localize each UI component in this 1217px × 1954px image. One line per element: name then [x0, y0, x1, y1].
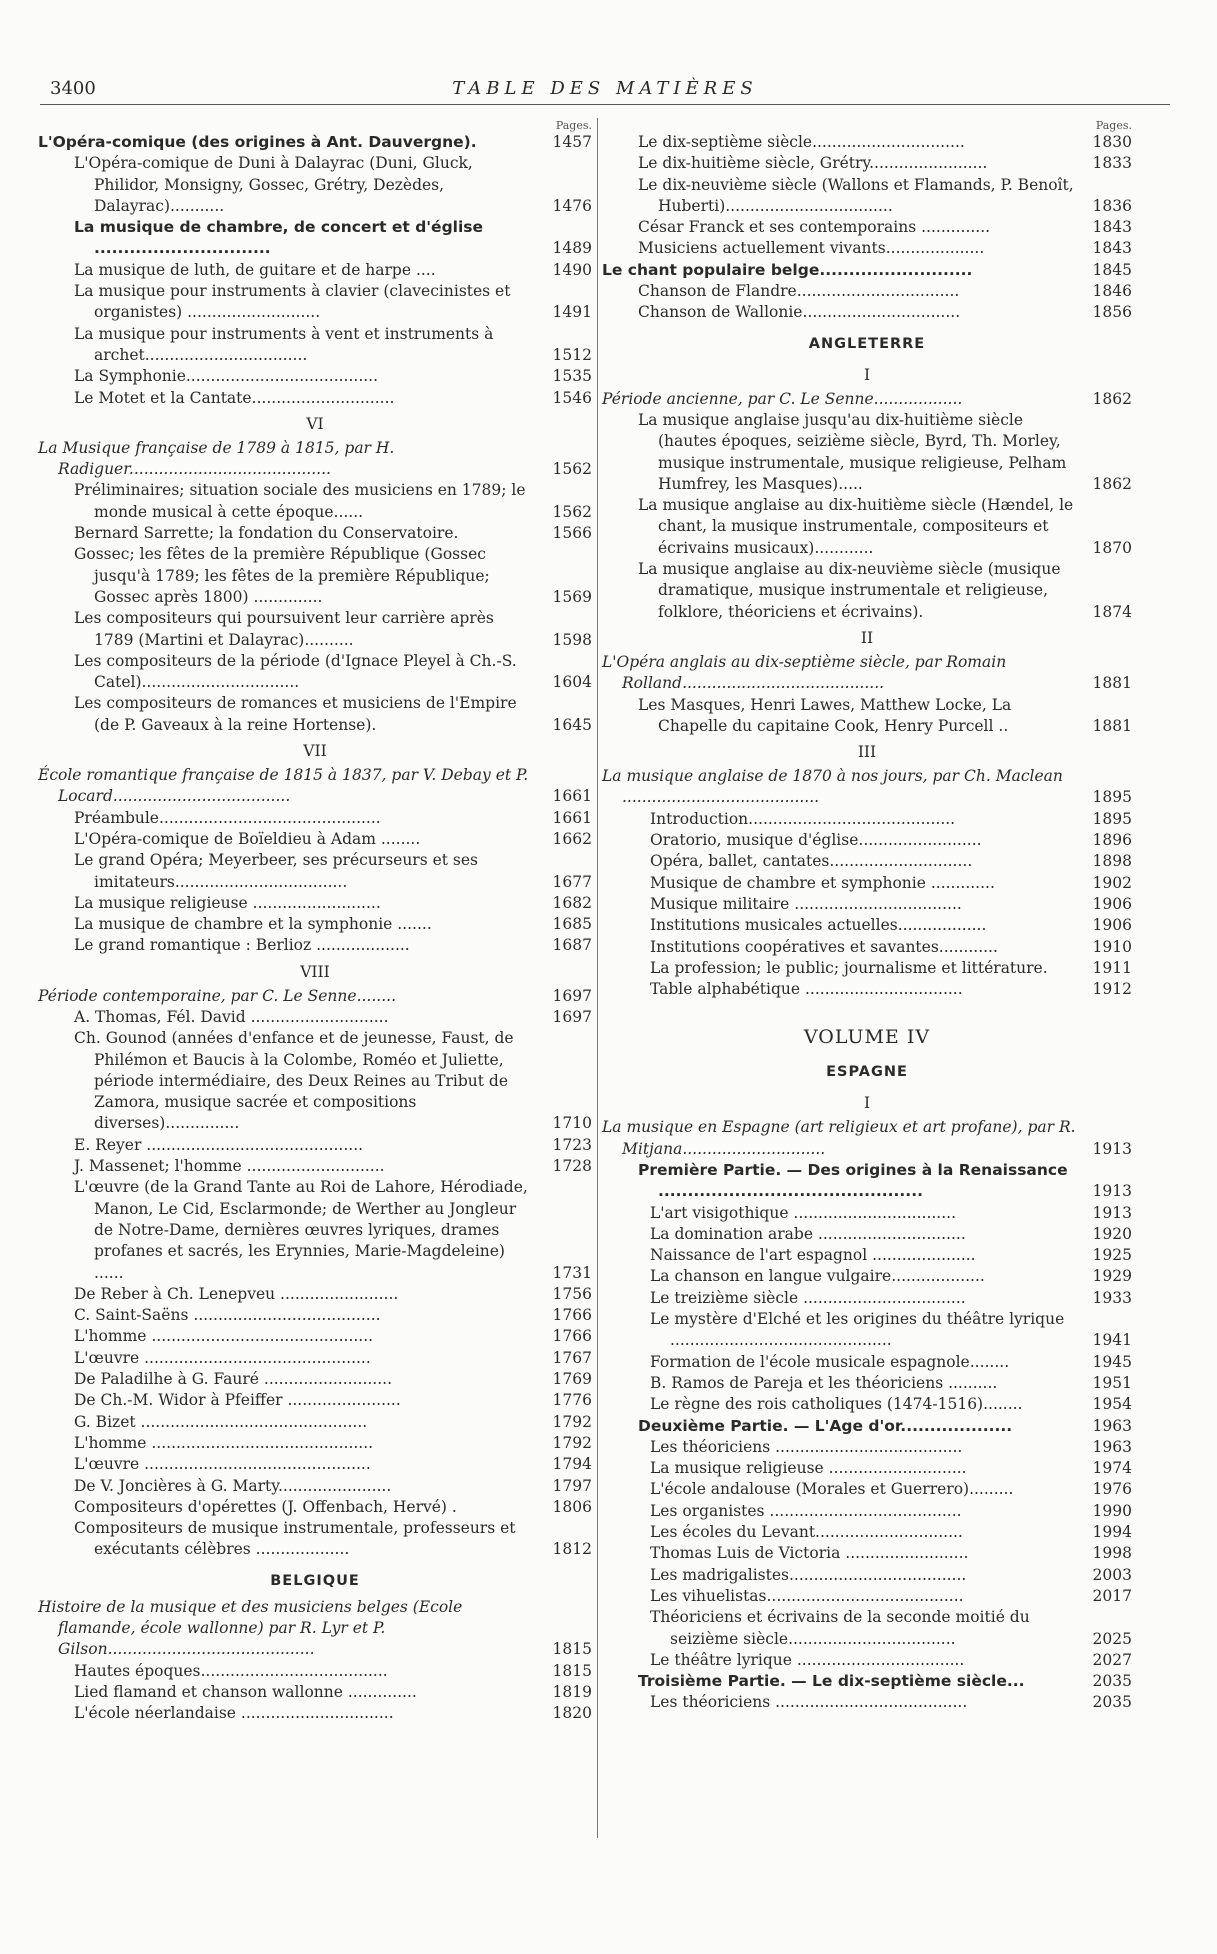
- toc-entry: [638, 132, 1132, 153]
- toc-entry: [650, 915, 1132, 936]
- entry-title: Les écoles du Levant..............................: [650, 1523, 963, 1542]
- entry-page-number: 1902: [1092, 873, 1132, 892]
- entry-page-number: 1929: [1092, 1267, 1132, 1286]
- column-divider: [597, 118, 598, 1838]
- entry-title: La musique anglaise au dix-huitième siècle (Hændel, le chant, la musique instrumentale, compositeurs et écrivains musicaux)............: [638, 496, 1074, 557]
- entry-page-number: 1457: [552, 133, 592, 151]
- entry-title: Le dix-neuvième siècle (Wallons et Flamands, P. Benoît, Huberti)..................................: [638, 175, 1074, 215]
- toc-entry: [74, 324, 592, 367]
- entry-title: Le dix-huitième siècle, Grétry........................: [638, 154, 988, 173]
- entry-page-number: 1794: [552, 1455, 592, 1474]
- entry-title: Institutions musicales actuelles..................: [650, 916, 987, 935]
- toc-entry: [74, 260, 592, 281]
- toc-entry: [74, 523, 592, 544]
- entry-page-number: 1895: [1092, 788, 1132, 807]
- entry-title: Le grand romantique : Berlioz ...................: [74, 936, 410, 955]
- entry-page-number: 1856: [1092, 303, 1132, 322]
- toc-entry: [650, 1650, 1132, 1671]
- toc-entry: [74, 1305, 592, 1326]
- toc-entry: [74, 1135, 592, 1156]
- entry-page-number: 1491: [552, 303, 592, 322]
- entry-page-number: 1910: [1092, 937, 1132, 956]
- entry-title: La musique pour instruments à vent et instruments à archet.................................: [74, 324, 494, 364]
- section-numeral: III: [857, 743, 877, 762]
- entry-title: La musique anglaise jusqu'au dix-huitième siècle (hautes époques, seizième siècle, Byrd, Th. Morley, musique instrumentale, musique religieuse, Pelham Humfrey, les Masques).....: [638, 410, 1067, 493]
- entry-page-number: 1998: [1092, 1544, 1132, 1563]
- entry-page-number: 1728: [552, 1157, 592, 1176]
- toc-entry: [650, 1288, 1132, 1309]
- entry-page-number: 1645: [552, 715, 592, 734]
- entry-page-number: 1920: [1092, 1224, 1132, 1243]
- entry-title: L'homme .............................................: [74, 1327, 374, 1346]
- entry-title: Oratorio, musique d'église.........................: [650, 831, 982, 850]
- entry-page-number: 1535: [552, 367, 592, 386]
- entry-title: L'œuvre ..............................................: [74, 1455, 371, 1474]
- entry-page-number: 1566: [552, 524, 592, 543]
- entry-page-number: 1731: [552, 1263, 592, 1282]
- entry-title: Table alphabétique ................................: [650, 980, 963, 999]
- entry-title: Première Partie. — Des origines à la Renaissance .............................................: [638, 1160, 1068, 1201]
- entry-page-number: 1963: [1092, 1437, 1132, 1456]
- toc-entry: [74, 366, 592, 387]
- toc-entry: [38, 1597, 592, 1661]
- toc-entry: [602, 766, 1132, 809]
- entry-title: L'homme .............................................: [74, 1433, 374, 1452]
- entry-page-number: 1911: [1092, 958, 1132, 977]
- entry-title: L'œuvre ..............................................: [74, 1348, 371, 1367]
- entry-title: Ch. Gounod (années d'enfance et de jeunesse, Faust, de Philémon et Baucis à la Colombe, Roméo et Juliette, période intermédiaire, des Deux Reines au Tribut de Zamora, musique sacrée et compositions diverses)...............: [74, 1029, 514, 1133]
- toc-entry: [74, 1682, 592, 1703]
- entry-title: Les compositeurs qui poursuivent leur carrière après 1789 (Martini et Dalayrac)..........: [74, 609, 494, 649]
- volume-heading: VOLUME IV: [803, 1026, 931, 1049]
- toc-entry: [74, 1661, 592, 1682]
- entry-title: Institutions coopératives et savantes............: [650, 937, 998, 956]
- toc-entry: [638, 281, 1132, 302]
- entry-page-number: 1833: [1092, 154, 1132, 173]
- entry-page-number: 1562: [552, 502, 592, 521]
- country-heading: ANGLETERRE: [808, 335, 926, 352]
- section-numeral: VI: [306, 414, 324, 433]
- entry-title: Thomas Luis de Victoria .........................: [650, 1544, 969, 1563]
- entry-title: Troisième Partie. — Le dix-septième siècle...: [638, 1672, 1025, 1691]
- entry-page-number: 1974: [1092, 1459, 1132, 1478]
- entry-page-number: 1806: [552, 1497, 592, 1516]
- entry-page-number: 1881: [1092, 674, 1132, 693]
- entry-page-number: 1677: [552, 872, 592, 891]
- section-numeral: VIII: [300, 962, 330, 981]
- toc-entry: [650, 1501, 1132, 1522]
- toc-entry: [650, 1373, 1132, 1394]
- entry-title: La musique religieuse ............................: [650, 1459, 967, 1478]
- entry-title: J. Massenet; l'homme ............................: [74, 1157, 385, 1176]
- entry-title: Les organistes .......................................: [650, 1501, 962, 1520]
- entry-page-number: 1661: [552, 808, 592, 827]
- toc-entry: [638, 238, 1132, 259]
- toc-entry: [650, 1203, 1132, 1224]
- toc-entry: [74, 480, 592, 523]
- toc-entry: [602, 1117, 1132, 1160]
- toc-entry: [638, 1671, 1132, 1692]
- entry-title: G. Bizet ..............................................: [74, 1412, 368, 1431]
- entry-page-number: 1792: [552, 1412, 592, 1431]
- toc-entry: [74, 544, 592, 608]
- entry-title: La musique religieuse ..........................: [74, 893, 381, 912]
- entry-page-number: 1697: [552, 1007, 592, 1026]
- toc-entry: [74, 651, 592, 694]
- entry-page-number: 1820: [552, 1704, 592, 1723]
- entry-title: Bernard Sarrette; la fondation du Conservatoire.: [74, 524, 459, 543]
- toc-entry: [74, 1028, 592, 1134]
- entry-title: Le chant populaire belge..........................: [602, 260, 973, 279]
- entry-page-number: 1489: [552, 239, 592, 258]
- entry-page-number: 1898: [1092, 852, 1132, 871]
- entry-title: Le treizième siècle .................................: [650, 1288, 966, 1307]
- entry-page-number: 1862: [1092, 389, 1132, 408]
- entry-page-number: 1687: [552, 936, 592, 955]
- toc-entry: [650, 851, 1132, 872]
- entry-page-number: 1812: [552, 1540, 592, 1559]
- entry-page-number: 1562: [552, 460, 592, 479]
- entry-title: Le règne des rois catholiques (1474-1516)........: [650, 1395, 1023, 1414]
- entry-page-number: 1976: [1092, 1480, 1132, 1499]
- entry-page-number: 1598: [552, 630, 592, 649]
- entry-title: La domination arabe ..............................: [650, 1224, 966, 1243]
- entry-title: L'école néerlandaise ...............................: [74, 1704, 394, 1723]
- entry-title: Histoire de la musique et des musiciens belges (Ecole flamande, école wallonne) par R. Lyr et P. Gilson..........................................: [38, 1597, 463, 1659]
- entry-title: La musique de luth, de guitare et de harpe ....: [74, 260, 436, 279]
- toc-entry: [74, 1518, 592, 1561]
- entry-title: Le théâtre lyrique ..................................: [650, 1650, 965, 1669]
- toc-entry: [650, 1565, 1132, 1586]
- running-title: TABLE DES MATIÈRES: [452, 78, 758, 99]
- entry-page-number: 1945: [1092, 1352, 1132, 1371]
- toc-entry: [650, 1437, 1132, 1458]
- toc-column-left: [38, 120, 592, 1724]
- entry-title: De V. Joncières à G. Marty.......................: [74, 1476, 392, 1495]
- toc-entry: [650, 1543, 1132, 1564]
- entry-title: Les théoriciens .......................................: [650, 1693, 968, 1712]
- toc-entry: [602, 652, 1132, 695]
- page-header: [50, 78, 1160, 104]
- entry-title: La profession; le public; journalisme et littérature.: [650, 958, 1048, 977]
- entry-page-number: 1912: [1092, 980, 1132, 999]
- entry-page-number: 1836: [1092, 196, 1132, 215]
- entry-page-number: 1769: [552, 1370, 592, 1389]
- entry-page-number: 2035: [1092, 1672, 1132, 1691]
- entry-page-number: 1941: [1092, 1331, 1132, 1350]
- entry-page-number: 1846: [1092, 282, 1132, 301]
- entry-title: Musique militaire ..................................: [650, 894, 962, 913]
- entry-page-number: 1661: [552, 787, 592, 806]
- entry-title: Le grand Opéra; Meyerbeer, ses précurseurs et ses imitateurs...................................: [74, 851, 479, 891]
- entry-page-number: 1662: [552, 829, 592, 848]
- entry-title: Naissance de l'art espagnol .....................: [650, 1246, 976, 1265]
- entry-page-number: 1925: [1092, 1246, 1132, 1265]
- entry-title: Compositeurs d'opérettes (J. Offenbach, Hervé) .: [74, 1497, 457, 1516]
- section-numeral: VII: [303, 742, 327, 761]
- entry-title: Lied flamand et chanson wallonne ..............: [74, 1682, 417, 1701]
- entry-title: La musique en Espagne (art religieux et art profane), par R. Mitjana.............................: [602, 1118, 1076, 1158]
- entry-title: Les vihuelistas........................................: [650, 1586, 964, 1605]
- toc-entry: [74, 1348, 592, 1369]
- entry-page-number: 2035: [1092, 1693, 1132, 1712]
- toc-entry: [74, 850, 592, 893]
- toc-entry: [638, 302, 1132, 323]
- toc-entry: [650, 1224, 1132, 1245]
- country-heading: BELGIQUE: [270, 1572, 360, 1589]
- toc-entry: [650, 937, 1132, 958]
- entry-page-number: 2025: [1092, 1629, 1132, 1648]
- entry-page-number: 1776: [552, 1391, 592, 1410]
- toc-entry: [650, 1522, 1132, 1543]
- entry-page-number: 1963: [1092, 1416, 1132, 1435]
- toc-entry: [74, 935, 592, 956]
- entry-page-number: 1913: [1092, 1182, 1132, 1201]
- toc-entry: [74, 1433, 592, 1454]
- toc-entry: [650, 873, 1132, 894]
- entry-page-number: 1710: [552, 1114, 592, 1133]
- toc-entry: [650, 1245, 1132, 1266]
- toc-entry: [74, 1177, 592, 1283]
- toc-entry: [74, 1326, 592, 1347]
- entry-page-number: 1994: [1092, 1523, 1132, 1542]
- entry-title: La Symphonie.......................................: [74, 367, 379, 386]
- entry-title: La Musique française de 1789 à 1815, par H. Radiguer.........................................: [38, 438, 395, 479]
- entry-title: La musique de chambre et la symphonie .......: [74, 915, 432, 934]
- entry-title: Les compositeurs de la période (d'Ignace Pleyel à Ch.-S. Catel)................................: [74, 651, 517, 692]
- toc-entry: [74, 693, 592, 736]
- entry-page-number: 1815: [552, 1640, 592, 1659]
- page-number: 3400: [50, 78, 96, 99]
- entry-page-number: 1906: [1092, 916, 1132, 935]
- toc-entry: [650, 1458, 1132, 1479]
- toc-entry: [74, 1156, 592, 1177]
- entry-title: Introduction..........................................: [650, 809, 956, 828]
- entry-page-number: 1723: [552, 1135, 592, 1154]
- pages-label: Pages.: [1095, 119, 1132, 132]
- entry-title: Le mystère d'Elché et les origines du théâtre lyrique .............................................: [650, 1310, 1065, 1350]
- entry-title: Compositeurs de musique instrumentale, professeurs et exécutants célèbres ...................: [74, 1519, 516, 1559]
- entry-title: A. Thomas, Fél. David ............................: [74, 1007, 389, 1026]
- entry-title: Gossec; les fêtes de la première République (Gossec jusqu'à 1789; les fêtes de la première République; Gossec après 1800) ..............: [74, 545, 490, 606]
- entry-title: L'œuvre (de la Grand Tante au Roi de Lahore, Hérodiade, Manon, Le Cid, Esclarmonde; de Werther au Jongleur de Notre-Dame, dernières œuvres lyriques, drames profanes et sacrés, les Erynnies, Marie-Magdeleine) ......: [74, 1178, 528, 1282]
- toc-entry: [74, 1476, 592, 1497]
- entry-page-number: 1845: [1092, 260, 1132, 279]
- entry-page-number: 1569: [552, 587, 592, 606]
- entry-page-number: 1990: [1092, 1501, 1132, 1520]
- toc-entry: [602, 389, 1132, 410]
- entry-title: Musique de chambre et symphonie .............: [650, 873, 995, 892]
- toc-column-right: [602, 120, 1132, 1714]
- entry-title: B. Ramos de Pareja et les théoriciens ..........: [650, 1373, 998, 1392]
- toc-entry: [650, 830, 1132, 851]
- toc-entry: [74, 1390, 592, 1411]
- entry-page-number: 1870: [1092, 538, 1132, 557]
- entry-page-number: 1830: [1092, 133, 1132, 151]
- toc-entry: [74, 1369, 592, 1390]
- entry-title: La musique anglaise de 1870 à nos jours, par Ch. Maclean ........................................: [602, 767, 1063, 807]
- entry-page-number: 1913: [1092, 1139, 1132, 1158]
- entry-title: Chanson de Flandre.................................: [638, 282, 960, 301]
- entry-page-number: 2017: [1092, 1586, 1132, 1605]
- toc-entry: [650, 1479, 1132, 1500]
- entry-page-number: 1913: [1092, 1203, 1132, 1222]
- toc-entry: [638, 217, 1132, 238]
- toc-entry: [650, 1394, 1132, 1415]
- entry-title: La musique pour instruments à clavier (clavecinistes et organistes) ...........................: [74, 282, 511, 322]
- entry-title: École romantique française de 1815 à 1837, par V. Debay et P. Locard....................................: [38, 766, 529, 806]
- entry-title: La chanson en langue vulgaire...................: [650, 1267, 985, 1286]
- section-numeral: I: [863, 365, 871, 384]
- entry-page-number: 1766: [552, 1306, 592, 1325]
- toc-entry: [650, 1586, 1132, 1607]
- toc-entry: [650, 1692, 1132, 1713]
- entry-title: C. Saint-Saëns ......................................: [74, 1306, 381, 1325]
- entry-title: Formation de l'école musicale espagnole........: [650, 1352, 1010, 1371]
- toc-entry: [638, 559, 1132, 623]
- entry-title: Le dix-septième siècle...............................: [638, 133, 965, 151]
- entry-title: L'Opéra-comique (des origines à Ant. Dauvergne).: [38, 133, 477, 151]
- entry-page-number: 1954: [1092, 1395, 1132, 1414]
- entry-title: Période contemporaine, par C. Le Senne........: [38, 986, 396, 1005]
- section-numeral: II: [860, 628, 874, 647]
- entry-title: De Paladilhe à G. Fauré ..........................: [74, 1370, 393, 1389]
- toc-entry: [38, 132, 592, 153]
- toc-entry: [638, 1416, 1132, 1437]
- header-rule: [40, 104, 1170, 105]
- entry-title: César Franck et ses contemporains ..............: [638, 218, 991, 237]
- entry-title: Chanson de Wallonie................................: [638, 303, 961, 322]
- toc-entry: [74, 281, 592, 324]
- entry-page-number: 1906: [1092, 894, 1132, 913]
- toc-entry: [74, 1412, 592, 1433]
- entry-page-number: 1815: [552, 1661, 592, 1680]
- entry-page-number: 1933: [1092, 1288, 1132, 1307]
- toc-entry: [74, 1703, 592, 1724]
- entry-title: L'Opéra-comique de Boïeldieu à Adam ........: [74, 829, 421, 848]
- entry-page-number: 1843: [1092, 218, 1132, 237]
- toc-entry: [650, 1266, 1132, 1287]
- toc-entry: [74, 388, 592, 409]
- toc-entry: [650, 1352, 1132, 1373]
- entry-title: L'Opéra anglais au dix-septième siècle, par Romain Rolland.........................................: [602, 652, 1007, 693]
- entry-page-number: 1843: [1092, 239, 1132, 258]
- toc-entry: [74, 608, 592, 651]
- toc-entry: [638, 695, 1132, 738]
- toc-entry: [74, 914, 592, 935]
- entry-page-number: 1792: [552, 1433, 592, 1452]
- toc-entry: [38, 986, 592, 1007]
- pages-label: Pages.: [555, 119, 592, 132]
- entry-page-number: 1766: [552, 1327, 592, 1346]
- entry-title: De Reber à Ch. Lenepveu ........................: [74, 1284, 399, 1303]
- entry-title: Préliminaires; situation sociale des musiciens en 1789; le monde musical à cette époque......: [74, 481, 526, 521]
- entry-title: Musiciens actuellement vivants....................: [638, 239, 985, 258]
- toc-entry: [74, 893, 592, 914]
- entry-title: Les Masques, Henri Lawes, Matthew Locke, La Chapelle du capitaine Cook, Henry Purcell ..: [638, 695, 1012, 735]
- entry-page-number: 1874: [1092, 602, 1132, 621]
- toc-entry: [602, 260, 1132, 281]
- toc-entry: [74, 1454, 592, 1475]
- toc-entry: [38, 765, 592, 808]
- entry-page-number: 1862: [1092, 474, 1132, 493]
- country-heading: ESPAGNE: [826, 1064, 908, 1081]
- toc-entry: [74, 829, 592, 850]
- entry-title: Les compositeurs de romances et musiciens de l'Empire (de P. Gaveaux à la reine Hortense).: [74, 694, 517, 734]
- entry-page-number: 2027: [1092, 1650, 1132, 1669]
- section-numeral: I: [863, 1094, 871, 1113]
- toc-entry: [638, 410, 1132, 495]
- toc-entry: [650, 979, 1132, 1000]
- toc-entry: [638, 1160, 1132, 1203]
- entry-page-number: 1797: [552, 1476, 592, 1495]
- entry-title: Les théoriciens ......................................: [650, 1437, 963, 1456]
- entry-page-number: 1896: [1092, 831, 1132, 850]
- entry-page-number: 1697: [552, 986, 592, 1005]
- entry-page-number: 1546: [552, 388, 592, 407]
- entry-page-number: 1819: [552, 1682, 592, 1701]
- toc-entry: [638, 153, 1132, 174]
- toc-entry: [74, 808, 592, 829]
- toc-entry: [38, 438, 592, 481]
- entry-page-number: 1685: [552, 915, 592, 934]
- entry-title: L'école andalouse (Morales et Guerrero).........: [650, 1480, 1014, 1499]
- entry-title: Deuxième Partie. — L'Age d'or...................: [638, 1416, 1013, 1435]
- toc-entry: [650, 1309, 1132, 1352]
- entry-page-number: 1756: [552, 1284, 592, 1303]
- entry-title: Hautes époques......................................: [74, 1661, 388, 1680]
- entry-title: E. Reyer ............................................: [74, 1135, 364, 1154]
- entry-page-number: 2003: [1092, 1565, 1132, 1584]
- entry-page-number: 1512: [552, 345, 592, 364]
- toc-entry: [650, 1607, 1132, 1650]
- entry-title: La musique de chambre, de concert et d'église ..............................: [74, 218, 484, 258]
- entry-title: La musique anglaise au dix-neuvième siècle (musique dramatique, musique instrumentale et religieuse, folklore, théoriciens et écrivains).: [638, 560, 1061, 621]
- toc-entry: [638, 495, 1132, 559]
- entry-title: Le Motet et la Cantate.............................: [74, 388, 395, 407]
- entry-page-number: 1490: [552, 260, 592, 279]
- entry-page-number: 1476: [552, 196, 592, 215]
- entry-title: L'art visigothique .................................: [650, 1203, 957, 1222]
- entry-page-number: 1895: [1092, 809, 1132, 828]
- toc-entry: [74, 153, 592, 217]
- entry-page-number: 1682: [552, 893, 592, 912]
- entry-title: L'Opéra-comique de Duni à Dalayrac (Duni, Gluck, Philidor, Monsigny, Gossec, Grétry, Dezèdes, Dalayrac)...........: [74, 154, 473, 215]
- entry-page-number: 1604: [552, 673, 592, 692]
- entry-title: Préambule.............................................: [74, 808, 381, 827]
- entry-page-number: 1881: [1092, 716, 1132, 735]
- entry-title: Opéra, ballet, cantates.............................: [650, 852, 973, 871]
- toc-entry: [650, 958, 1132, 979]
- entry-title: Les madrigalistes....................................: [650, 1565, 967, 1584]
- toc-entry: [650, 894, 1132, 915]
- toc-entry: [638, 175, 1132, 218]
- toc-entry: [74, 1497, 592, 1518]
- toc-entry: [74, 217, 592, 260]
- entry-title: Période ancienne, par C. Le Senne..................: [602, 389, 963, 408]
- toc-entry: [74, 1007, 592, 1028]
- toc-entry: [74, 1284, 592, 1305]
- entry-title: De Ch.-M. Widor à Pfeiffer .......................: [74, 1391, 401, 1410]
- entry-page-number: 1767: [552, 1348, 592, 1367]
- toc-entry: [650, 809, 1132, 830]
- entry-title: Théoriciens et écrivains de la seconde moitié du seizième siècle..................................: [650, 1608, 1030, 1648]
- entry-page-number: 1951: [1092, 1373, 1132, 1392]
